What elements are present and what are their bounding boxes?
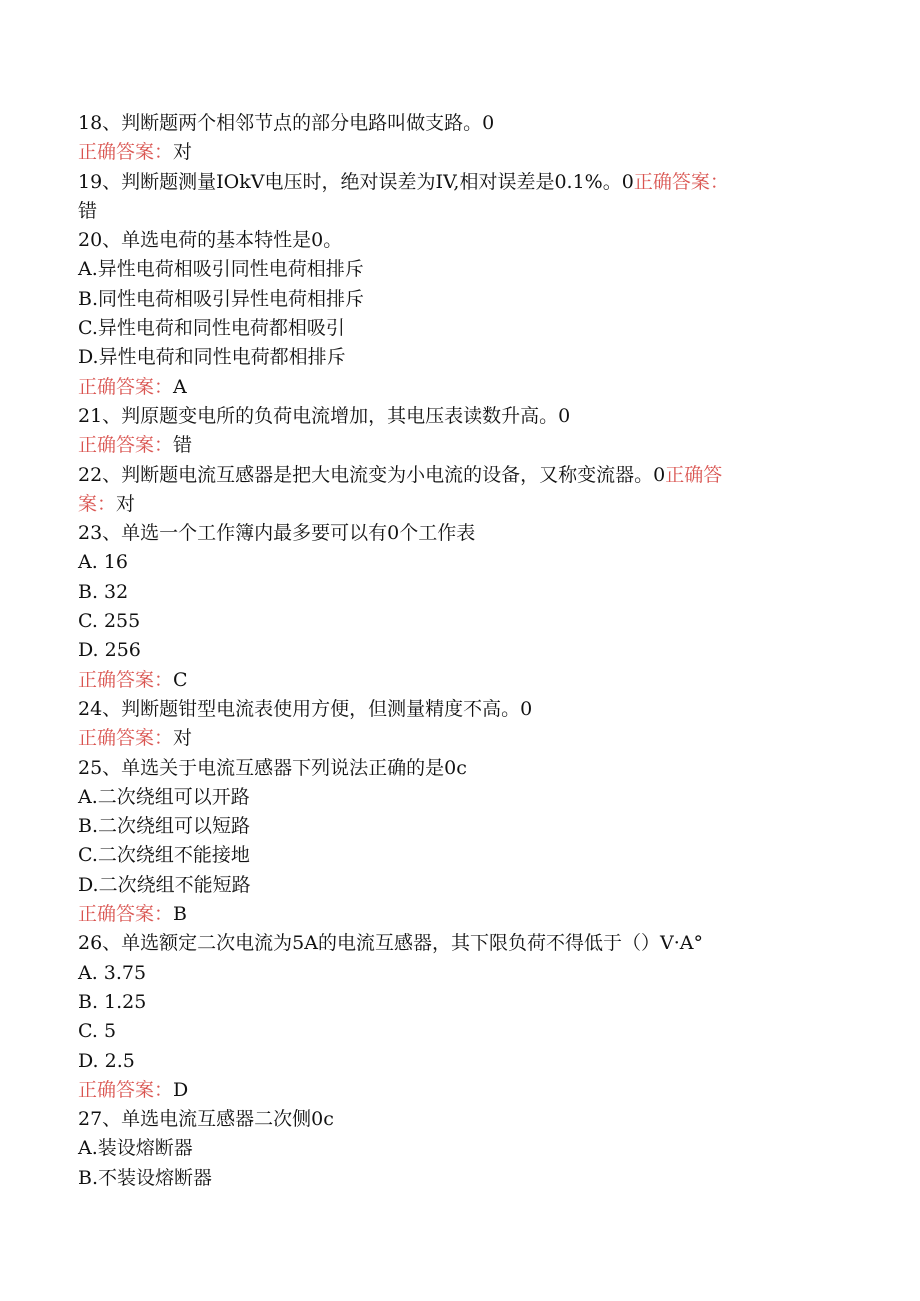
answer-value: 对 [173, 141, 193, 164]
option-c: C. 5 [78, 1020, 117, 1043]
answer-23 [78, 666, 818, 695]
option-c: C. 255 [78, 610, 141, 633]
option-d: D.二次绕组不能短路 [78, 873, 251, 896]
option-a: A. 3.75 [78, 961, 147, 984]
option-b: B.不装设熔断器 [78, 1166, 213, 1189]
option-b: B.同性电荷相吸引异性电荷相排斥 [78, 287, 365, 310]
option-a: A.装设熔断器 [78, 1137, 193, 1160]
answer-label: 正确答案： [78, 903, 174, 926]
answer-label: 正确答案： [78, 434, 174, 457]
option-b: B. 32 [78, 580, 129, 603]
answer-25 [78, 900, 818, 929]
question-27: 27、单选电流互感器二次侧0c [78, 1108, 334, 1131]
answer-label-part2: 案： [78, 492, 117, 515]
option-c: C.异性电荷和同性电荷都相吸引 [78, 317, 345, 340]
option-b: B.二次绕组可以短路 [78, 815, 251, 838]
option-d: D. 256 [78, 639, 141, 662]
answer-18 [78, 138, 818, 167]
option-b: B. 1.25 [78, 990, 147, 1013]
question-22 [78, 461, 818, 490]
answer-value: 对 [173, 727, 193, 750]
answer-value: C [173, 668, 188, 691]
answer-value: 错 [173, 434, 193, 457]
answer-label: 正确答案： [78, 727, 174, 750]
option-a: A.异性电荷相吸引同性电荷相排斥 [78, 258, 364, 281]
question-25: 25、单选关于电流互感器下列说法正确的是0c [78, 756, 467, 779]
answer-24 [78, 724, 818, 753]
answer-label: 正确答案： [78, 141, 174, 164]
answer-label-part1: 正确答 [665, 463, 723, 486]
answer-label: 正确答案： [78, 375, 174, 398]
option-c: C.二次绕组不能接地 [78, 844, 250, 867]
answer-26 [78, 1076, 818, 1105]
option-d: D.异性电荷和同性电荷都相排斥 [78, 346, 346, 369]
answer-value: 对 [116, 492, 136, 515]
option-d: D. 2.5 [78, 1049, 135, 1072]
question-text: 19、判断题测量IOkV电压时，绝对误差为IV,相对误差是0.1%。0 [78, 170, 634, 193]
question-24: 24、判断题钳型电流表使用方便，但测量精度不高。0 [78, 697, 533, 720]
question-26: 26、单选额定二次电流为5A的电流互感器，其下限负荷不得低于（）V·A° [78, 932, 703, 955]
answer-21 [78, 431, 818, 460]
question-list [78, 109, 818, 1193]
answer-value: D [173, 1078, 189, 1101]
question-19 [78, 168, 818, 197]
answer-20 [78, 373, 818, 402]
question-20: 20、单选电荷的基本特性是0。 [78, 229, 343, 252]
question-21: 21、判原题变电所的负荷电流增加，其电压表读数升高。0 [78, 404, 571, 427]
question-23: 23、单选一个工作簿内最多要可以有0个工作表 [78, 522, 476, 545]
answer-value: B [173, 903, 187, 926]
answer-22 [78, 490, 818, 519]
option-a: A.二次绕组可以开路 [78, 785, 250, 808]
answer-label: 正确答案： [633, 170, 729, 193]
question-text: 22、判断题电流互感器是把大电流变为小电流的设备，又称变流器。0 [78, 463, 666, 486]
answer-label: 正确答案： [78, 1078, 174, 1101]
answer-value: A [173, 375, 187, 398]
question-18: 18、判断题两个相邻节点的部分电路叫做支路。0 [78, 112, 495, 134]
answer-19-value: 错 [78, 199, 98, 222]
option-a: A. 16 [78, 551, 128, 574]
answer-label: 正确答案： [78, 668, 174, 691]
